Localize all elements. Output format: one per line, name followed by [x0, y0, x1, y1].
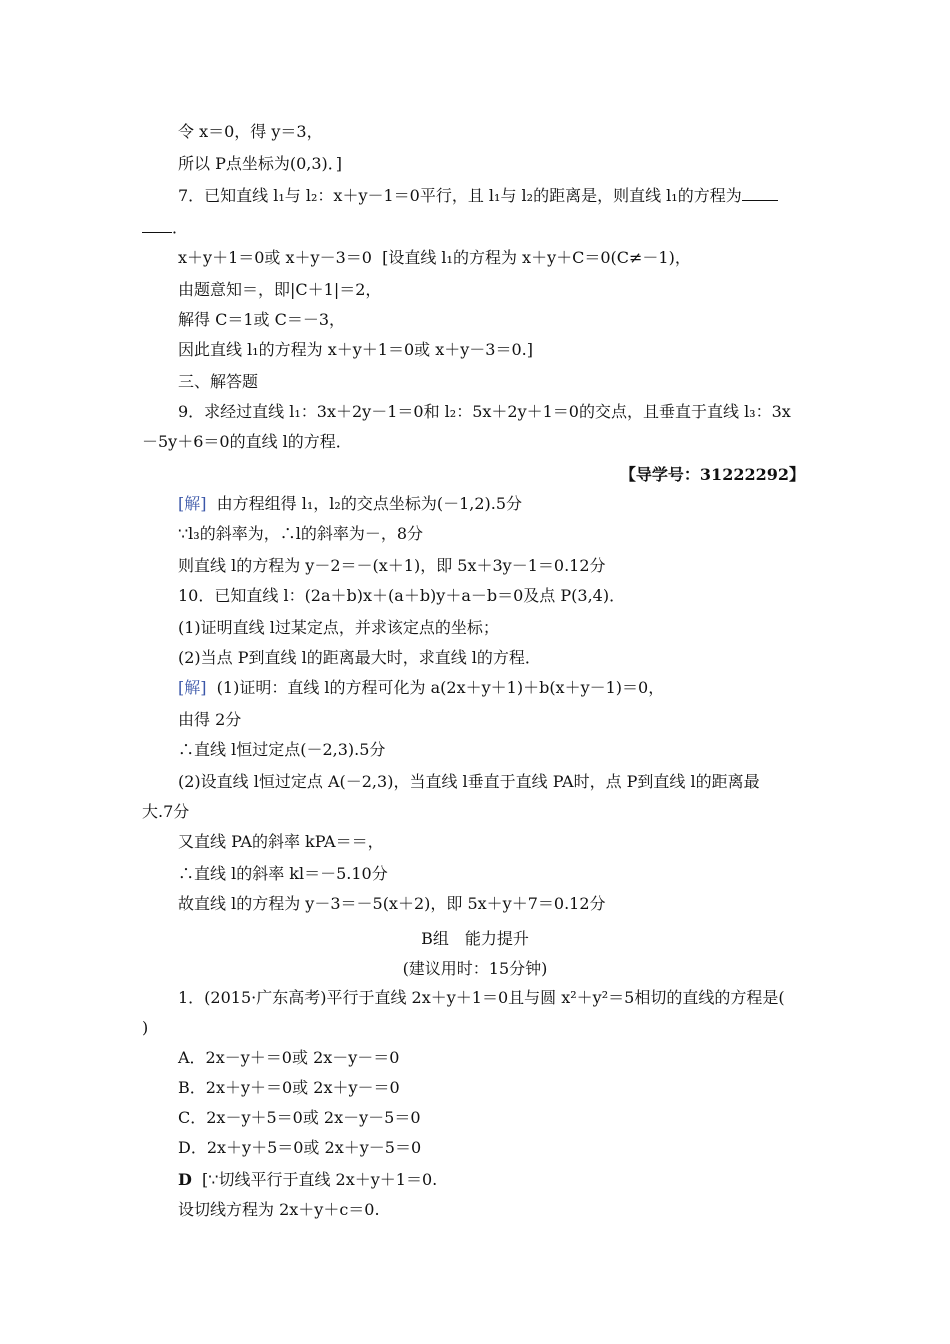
- question-7-end: ．: [172, 218, 189, 237]
- answer-text: [∵切线平行于直线 2x＋y＋1＝0.: [191, 1170, 438, 1189]
- text-line: 则直线 l的方程为 y－2＝－(x＋1)，即 5x＋3y－1＝0.12分: [178, 556, 606, 575]
- question-1: 1．(2015·广东高考)平行于直线 2x＋y＋1＝0且与圆 x²＋y²＝5相切的直线的方程是(: [178, 988, 785, 1007]
- text-line: 因此直线 l₁的方程为 x＋y＋1＝0或 x＋y－3＝0.]: [178, 340, 533, 359]
- text-line: 由题意知＝，即|C＋1|＝2，: [178, 280, 382, 299]
- answer-blank: [742, 186, 778, 201]
- text-line: 大.7分: [142, 802, 190, 821]
- question-1-continued: ): [142, 1018, 149, 1037]
- question-7-continued: [142, 218, 188, 240]
- solution-tag: [解]: [178, 678, 207, 697]
- guide-number: 【导学号：31222292】: [619, 465, 805, 484]
- question-9-continued: －5y＋6＝0的直线 l的方程．: [142, 432, 352, 451]
- text-line: 所以 P点坐标为(0,3)．]: [178, 154, 343, 173]
- text-line: 由得 2分: [178, 710, 242, 729]
- text-line: 解得 C＝1或 C＝－3，: [178, 310, 346, 329]
- text-line: 设切线方程为 2x＋y＋c＝0.: [178, 1200, 380, 1219]
- solution-text: 由方程组得 l₁，l₂的交点坐标为(－1,2).5分: [206, 494, 523, 513]
- option-b: B．2x＋y＋＝0或 2x＋y－＝0: [178, 1078, 400, 1097]
- solution-text: (1)证明：直线 l的方程可化为 a(2x＋y＋1)＋b(x＋y－1)＝0，: [206, 678, 665, 697]
- option-c: C．2x－y＋5＝0或 2x－y－5＝0: [178, 1108, 421, 1127]
- text-line: 又直线 PA的斜率 kPA＝＝，: [178, 832, 384, 851]
- text-line: ∴直线 l的斜率 kl＝－5.10分: [178, 864, 388, 883]
- solution-tag: [解]: [178, 494, 207, 513]
- answer-blank: [142, 218, 172, 233]
- answer-letter: D: [178, 1170, 192, 1189]
- section-heading: 三、解答题: [178, 372, 259, 391]
- question-7: [178, 186, 778, 208]
- text-line: ∵l₃的斜率为，∴l的斜率为－，8分: [178, 524, 424, 543]
- option-a: A．2x－y＋＝0或 2x－y－＝0: [178, 1048, 400, 1067]
- solution-line: [178, 494, 522, 516]
- group-heading: B组 能力提升: [421, 929, 529, 948]
- time-suggestion: (建议用时：15分钟): [402, 959, 548, 978]
- option-d: D．2x＋y＋5＝0或 2x＋y－5＝0: [178, 1138, 422, 1157]
- text-line: x＋y＋1＝0或 x＋y－3＝0 [设直线 l₁的方程为 x＋y＋C＝0(C≠－1)，: [178, 248, 691, 267]
- text-line: 故直线 l的方程为 y－3＝－5(x＋2)，即 5x＋y＋7＝0.12分: [178, 894, 606, 913]
- text-line: (1)证明直线 l过某定点，并求该定点的坐标；: [178, 618, 499, 637]
- answer-line: [178, 1170, 437, 1192]
- question-10: 10．已知直线 l：(2a＋b)x＋(a＋b)y＋a－b＝0及点 P(3,4)．: [178, 586, 626, 605]
- text-line: (2)当点 P到直线 l的距离最大时，求直线 l的方程．: [178, 648, 541, 667]
- text-line: 令 x＝0，得 y＝3，: [178, 122, 323, 141]
- text-line: ∴直线 l恒过定点(－2,3).5分: [178, 740, 386, 759]
- question-7-text: 7．已知直线 l₁与 l₂：x＋y－1＝0平行，且 l₁与 l₂的距离是，则直线 l₁的方程为: [178, 186, 742, 205]
- solution-line: [178, 678, 664, 700]
- text-line: (2)设直线 l恒过定点 A(－2,3)，当直线 l垂直于直线 PA时，点 P到直线 l的距离最: [178, 772, 760, 791]
- question-9: 9．求经过直线 l₁：3x＋2y－1＝0和 l₂：5x＋2y＋1＝0的交点，且垂直于直线 l₃：3x: [178, 402, 791, 421]
